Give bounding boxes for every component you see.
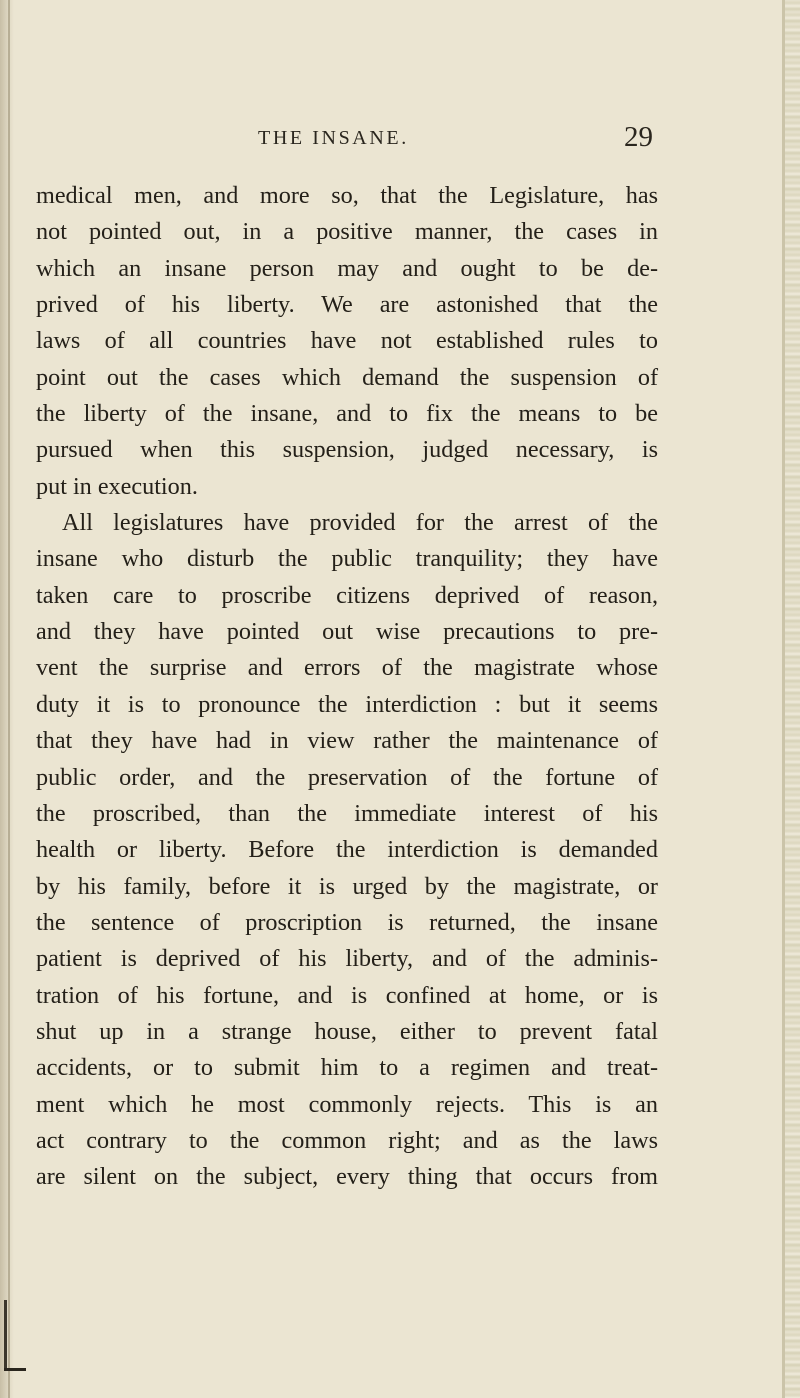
page-number: 29 bbox=[624, 121, 653, 153]
text-line: the proscribed, than the immediate interest of his bbox=[36, 799, 658, 827]
text-line: are silent on the subject, every thing that occurs from bbox=[36, 1163, 658, 1191]
text-line: vent the surprise and errors of the magistrate whose bbox=[36, 654, 658, 682]
text-line: act contrary to the common right; and as the laws bbox=[36, 1126, 658, 1154]
text-line: not pointed out, in a positive manner, the cases in bbox=[36, 218, 658, 246]
text-line: patient is deprived of his liberty, and of the adminis- bbox=[36, 945, 658, 973]
text-line: All legislatures have provided for the arrest of the bbox=[62, 509, 658, 537]
text-line: duty it is to pronounce the interdiction : but it seems bbox=[36, 690, 658, 718]
text-line: taken care to proscribe citizens deprived of reason, bbox=[36, 581, 658, 609]
text-line: the sentence of proscription is returned, the insane bbox=[36, 908, 658, 936]
text-line: point out the cases which demand the suspension of bbox=[36, 363, 658, 391]
text-line: put in execution. bbox=[36, 472, 198, 500]
text-line: pursued when this suspension, judged necessary, is bbox=[36, 436, 658, 464]
binding-gutter bbox=[0, 0, 14, 1398]
text-line: insane who disturb the public tranquility; they have bbox=[36, 545, 658, 573]
text-line: and they have pointed out wise precautions to pre- bbox=[36, 618, 658, 646]
text-line: by his family, before it is urged by the magistrate, or bbox=[36, 872, 658, 900]
running-title: THE INSANE. bbox=[258, 127, 409, 149]
binding-edge-line bbox=[8, 0, 10, 1398]
running-head bbox=[0, 121, 800, 165]
text-line: laws of all countries have not established rules to bbox=[36, 327, 658, 355]
text-line: that they have had in view rather the maintenance of bbox=[36, 727, 658, 755]
text-line: shut up in a strange house, either to prevent fatal bbox=[36, 1017, 658, 1045]
text-line: health or liberty. Before the interdiction is demanded bbox=[36, 836, 658, 864]
body-text bbox=[36, 178, 658, 1196]
text-line: ment which he most commonly rejects. This is an bbox=[36, 1090, 658, 1118]
page-edge bbox=[782, 0, 800, 1398]
text-line: tration of his fortune, and is confined at home, or is bbox=[36, 981, 658, 1009]
text-line: prived of his liberty. We are astonished that the bbox=[36, 291, 658, 319]
text-line: the liberty of the insane, and to fix the means to be bbox=[36, 400, 658, 428]
binding-mark bbox=[4, 1300, 7, 1370]
text-line: medical men, and more so, that the Legislature, has bbox=[36, 182, 658, 209]
text-line: accidents, or to submit him to a regimen and treat- bbox=[36, 1054, 658, 1082]
text-line: public order, and the preservation of the fortune of bbox=[36, 763, 658, 791]
text-line: which an insane person may and ought to be de- bbox=[36, 254, 658, 282]
binding-foot-mark bbox=[4, 1368, 26, 1371]
